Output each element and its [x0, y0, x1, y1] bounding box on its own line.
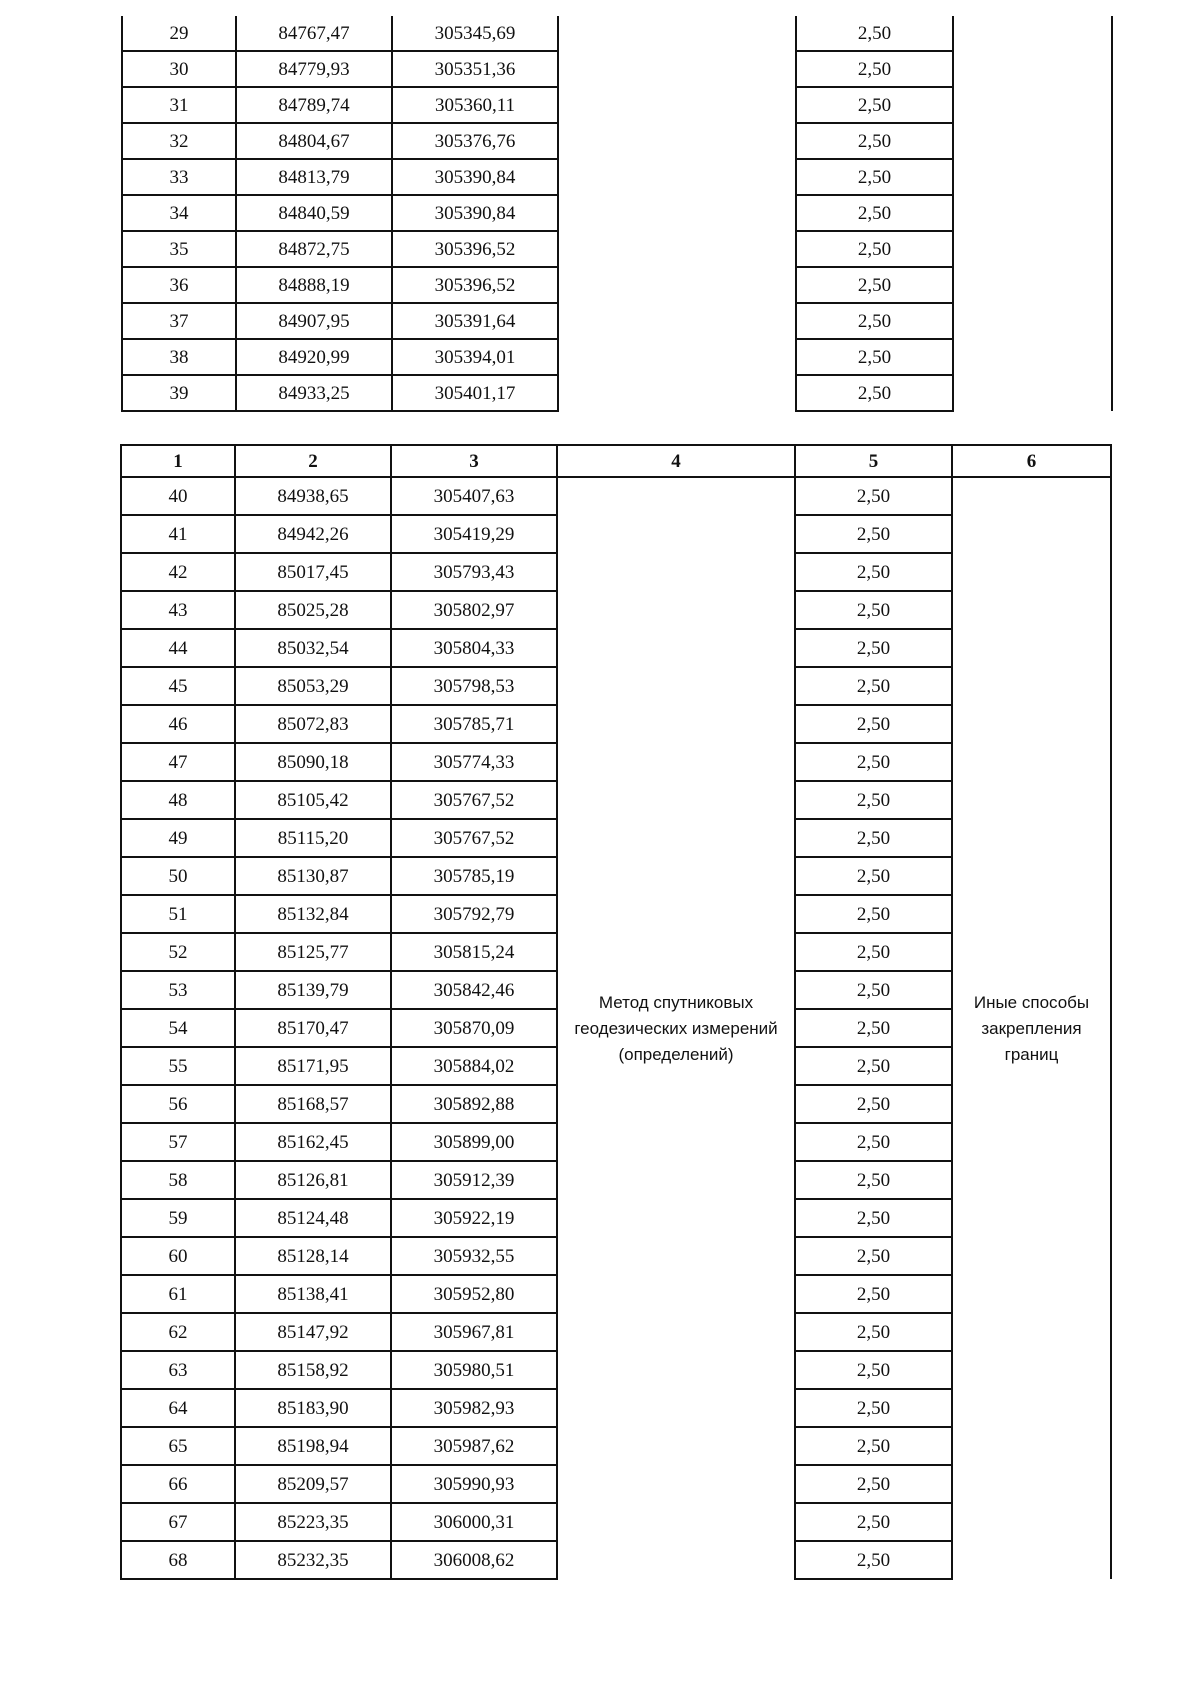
point-number-cell: 44 — [121, 629, 235, 667]
x-coordinate-cell: 85125,77 — [235, 933, 391, 971]
x-coordinate-cell: 84938,65 — [235, 477, 391, 515]
y-coordinate-cell: 305390,84 — [392, 159, 558, 195]
x-coordinate-cell: 85162,45 — [235, 1123, 391, 1161]
accuracy-cell: 2,50 — [795, 1275, 952, 1313]
x-coordinate-cell: 85132,84 — [235, 895, 391, 933]
accuracy-cell: 2,50 — [796, 159, 953, 195]
y-coordinate-cell: 305360,11 — [392, 87, 558, 123]
accuracy-cell: 2,50 — [796, 123, 953, 159]
point-number-cell: 58 — [121, 1161, 235, 1199]
accuracy-cell: 2,50 — [795, 629, 952, 667]
point-number-cell: 38 — [122, 339, 236, 375]
column-header: 4 — [557, 445, 795, 477]
accuracy-cell: 2,50 — [795, 1313, 952, 1351]
accuracy-cell: 2,50 — [796, 16, 953, 51]
y-coordinate-cell: 305785,71 — [391, 705, 557, 743]
y-coordinate-cell: 305967,81 — [391, 1313, 557, 1351]
y-coordinate-cell: 305401,17 — [392, 375, 558, 411]
method-cell — [558, 375, 796, 411]
point-number-cell: 48 — [121, 781, 235, 819]
table-body — [122, 16, 1112, 411]
y-coordinate-cell: 305396,52 — [392, 231, 558, 267]
point-number-cell: 36 — [122, 267, 236, 303]
y-coordinate-cell: 305419,29 — [391, 515, 557, 553]
x-coordinate-cell: 85130,87 — [235, 857, 391, 895]
y-coordinate-cell: 305793,43 — [391, 553, 557, 591]
x-coordinate-cell: 85168,57 — [235, 1085, 391, 1123]
column-number-header-row — [121, 445, 1111, 477]
point-number-cell: 59 — [121, 1199, 235, 1237]
accuracy-cell: 2,50 — [795, 1047, 952, 1085]
table-row — [122, 51, 1112, 87]
x-coordinate-cell: 84872,75 — [236, 231, 392, 267]
y-coordinate-cell: 305884,02 — [391, 1047, 557, 1085]
y-coordinate-cell: 305767,52 — [391, 819, 557, 857]
x-coordinate-cell: 84840,59 — [236, 195, 392, 231]
point-number-cell: 60 — [121, 1237, 235, 1275]
point-number-cell: 33 — [122, 159, 236, 195]
fixing-cell — [953, 195, 1112, 231]
point-number-cell: 32 — [122, 123, 236, 159]
point-number-cell: 63 — [121, 1351, 235, 1389]
y-coordinate-cell: 305990,93 — [391, 1465, 557, 1503]
x-coordinate-cell: 84789,74 — [236, 87, 392, 123]
x-coordinate-cell: 84933,25 — [236, 375, 392, 411]
fixing-cell — [953, 375, 1112, 411]
accuracy-cell: 2,50 — [795, 781, 952, 819]
method-cell — [558, 123, 796, 159]
x-coordinate-cell: 84942,26 — [235, 515, 391, 553]
x-coordinate-cell: 85126,81 — [235, 1161, 391, 1199]
x-coordinate-cell: 85209,57 — [235, 1465, 391, 1503]
column-header: 2 — [235, 445, 391, 477]
point-number-cell: 56 — [121, 1085, 235, 1123]
accuracy-cell: 2,50 — [795, 819, 952, 857]
fixing-cell — [953, 51, 1112, 87]
x-coordinate-cell: 85170,47 — [235, 1009, 391, 1047]
point-number-cell: 31 — [122, 87, 236, 123]
accuracy-cell: 2,50 — [795, 895, 952, 933]
accuracy-cell: 2,50 — [795, 515, 952, 553]
x-coordinate-cell: 84804,67 — [236, 123, 392, 159]
table-row — [122, 16, 1112, 51]
y-coordinate-cell: 305798,53 — [391, 667, 557, 705]
accuracy-cell: 2,50 — [795, 1427, 952, 1465]
accuracy-cell: 2,50 — [796, 303, 953, 339]
y-coordinate-cell: 305376,76 — [392, 123, 558, 159]
point-number-cell: 65 — [121, 1427, 235, 1465]
table-row — [122, 375, 1112, 411]
table-row — [122, 267, 1112, 303]
y-coordinate-cell: 305982,93 — [391, 1389, 557, 1427]
point-number-cell: 57 — [121, 1123, 235, 1161]
point-number-cell: 53 — [121, 971, 235, 1009]
point-number-cell: 54 — [121, 1009, 235, 1047]
boundary-points-table — [120, 444, 1112, 1580]
point-number-cell: 29 — [122, 16, 236, 51]
y-coordinate-cell: 305802,97 — [391, 591, 557, 629]
point-number-cell: 30 — [122, 51, 236, 87]
fixing-cell — [953, 267, 1112, 303]
accuracy-cell: 2,50 — [795, 1199, 952, 1237]
method-cell — [558, 303, 796, 339]
x-coordinate-cell: 85017,45 — [235, 553, 391, 591]
x-coordinate-cell: 85124,48 — [235, 1199, 391, 1237]
point-number-cell: 51 — [121, 895, 235, 933]
x-coordinate-cell: 85025,28 — [235, 591, 391, 629]
y-coordinate-cell: 305892,88 — [391, 1085, 557, 1123]
accuracy-cell: 2,50 — [796, 231, 953, 267]
y-coordinate-cell: 305922,19 — [391, 1199, 557, 1237]
table-row — [122, 303, 1112, 339]
y-coordinate-cell: 305912,39 — [391, 1161, 557, 1199]
accuracy-cell: 2,50 — [795, 1085, 952, 1123]
x-coordinate-cell: 85128,14 — [235, 1237, 391, 1275]
y-coordinate-cell: 305390,84 — [392, 195, 558, 231]
table-row — [122, 159, 1112, 195]
point-number-cell: 34 — [122, 195, 236, 231]
x-coordinate-cell: 85090,18 — [235, 743, 391, 781]
accuracy-cell: 2,50 — [795, 1465, 952, 1503]
fixing-cell — [952, 477, 1111, 1579]
point-number-cell: 40 — [121, 477, 235, 515]
x-coordinate-cell: 85198,94 — [235, 1427, 391, 1465]
x-coordinate-cell: 85138,41 — [235, 1275, 391, 1313]
y-coordinate-cell: 306000,31 — [391, 1503, 557, 1541]
fixing-cell — [953, 231, 1112, 267]
y-coordinate-cell: 305932,55 — [391, 1237, 557, 1275]
method-cell — [558, 51, 796, 87]
accuracy-cell: 2,50 — [795, 1237, 952, 1275]
method-cell — [558, 231, 796, 267]
point-number-cell: 41 — [121, 515, 235, 553]
y-coordinate-cell: 305952,80 — [391, 1275, 557, 1313]
accuracy-cell: 2,50 — [795, 743, 952, 781]
table-row — [121, 477, 1111, 515]
fixing-cell — [953, 159, 1112, 195]
accuracy-cell: 2,50 — [796, 339, 953, 375]
accuracy-cell: 2,50 — [796, 87, 953, 123]
y-coordinate-cell: 305774,33 — [391, 743, 557, 781]
x-coordinate-cell: 84779,93 — [236, 51, 392, 87]
y-coordinate-cell: 305391,64 — [392, 303, 558, 339]
accuracy-cell: 2,50 — [795, 971, 952, 1009]
x-coordinate-cell: 84920,99 — [236, 339, 392, 375]
x-coordinate-cell: 85139,79 — [235, 971, 391, 1009]
point-number-cell: 39 — [122, 375, 236, 411]
table-row — [122, 123, 1112, 159]
accuracy-cell: 2,50 — [795, 591, 952, 629]
accuracy-cell: 2,50 — [795, 553, 952, 591]
y-coordinate-cell: 306008,62 — [391, 1541, 557, 1579]
column-header: 5 — [795, 445, 952, 477]
method-cell — [557, 477, 795, 1579]
point-number-cell: 61 — [121, 1275, 235, 1313]
y-coordinate-cell: 305980,51 — [391, 1351, 557, 1389]
point-number-cell: 46 — [121, 705, 235, 743]
x-coordinate-cell: 85223,35 — [235, 1503, 391, 1541]
x-coordinate-cell: 85053,29 — [235, 667, 391, 705]
column-header: 1 — [121, 445, 235, 477]
method-cell — [558, 339, 796, 375]
fixing-cell — [953, 16, 1112, 51]
fixing-method-text: Иные способы закрепления границ — [973, 992, 1090, 1064]
table-row — [122, 87, 1112, 123]
y-coordinate-cell: 305767,52 — [391, 781, 557, 819]
point-number-cell: 42 — [121, 553, 235, 591]
x-coordinate-cell: 85147,92 — [235, 1313, 391, 1351]
point-number-cell: 43 — [121, 591, 235, 629]
y-coordinate-cell: 305987,62 — [391, 1427, 557, 1465]
table-row — [122, 195, 1112, 231]
accuracy-cell: 2,50 — [795, 1123, 952, 1161]
point-number-cell: 35 — [122, 231, 236, 267]
accuracy-cell: 2,50 — [795, 1541, 952, 1579]
point-number-cell: 68 — [121, 1541, 235, 1579]
boundary-points-table-continuation — [121, 16, 1113, 412]
point-number-cell: 55 — [121, 1047, 235, 1085]
method-cell — [558, 195, 796, 231]
x-coordinate-cell: 85105,42 — [235, 781, 391, 819]
y-coordinate-cell: 305899,00 — [391, 1123, 557, 1161]
accuracy-cell: 2,50 — [795, 1389, 952, 1427]
point-number-cell: 47 — [121, 743, 235, 781]
x-coordinate-cell: 85232,35 — [235, 1541, 391, 1579]
method-cell — [558, 267, 796, 303]
x-coordinate-cell: 84813,79 — [236, 159, 392, 195]
fixing-cell — [953, 123, 1112, 159]
method-cell — [558, 16, 796, 51]
accuracy-cell: 2,50 — [795, 667, 952, 705]
y-coordinate-cell: 305394,01 — [392, 339, 558, 375]
accuracy-cell: 2,50 — [796, 195, 953, 231]
point-number-cell: 50 — [121, 857, 235, 895]
x-coordinate-cell: 85183,90 — [235, 1389, 391, 1427]
point-number-cell: 62 — [121, 1313, 235, 1351]
point-number-cell: 52 — [121, 933, 235, 971]
column-header: 6 — [952, 445, 1111, 477]
y-coordinate-cell: 305351,36 — [392, 51, 558, 87]
accuracy-cell: 2,50 — [795, 1503, 952, 1541]
accuracy-cell: 2,50 — [796, 267, 953, 303]
x-coordinate-cell: 85032,54 — [235, 629, 391, 667]
accuracy-cell: 2,50 — [795, 1161, 952, 1199]
point-number-cell: 37 — [122, 303, 236, 339]
fixing-cell — [953, 87, 1112, 123]
point-number-cell: 64 — [121, 1389, 235, 1427]
accuracy-cell: 2,50 — [795, 477, 952, 515]
table-row — [122, 231, 1112, 267]
accuracy-cell: 2,50 — [795, 1351, 952, 1389]
column-header: 3 — [391, 445, 557, 477]
accuracy-cell: 2,50 — [796, 375, 953, 411]
accuracy-cell: 2,50 — [796, 51, 953, 87]
x-coordinate-cell: 85115,20 — [235, 819, 391, 857]
point-number-cell: 45 — [121, 667, 235, 705]
x-coordinate-cell: 84767,47 — [236, 16, 392, 51]
fixing-cell — [953, 303, 1112, 339]
x-coordinate-cell: 85072,83 — [235, 705, 391, 743]
y-coordinate-cell: 305792,79 — [391, 895, 557, 933]
table-body — [121, 477, 1111, 1579]
accuracy-cell: 2,50 — [795, 1009, 952, 1047]
accuracy-cell: 2,50 — [795, 705, 952, 743]
table-row — [122, 339, 1112, 375]
x-coordinate-cell: 85158,92 — [235, 1351, 391, 1389]
fixing-cell — [953, 339, 1112, 375]
accuracy-cell: 2,50 — [795, 857, 952, 895]
x-coordinate-cell: 85171,95 — [235, 1047, 391, 1085]
y-coordinate-cell: 305785,19 — [391, 857, 557, 895]
method-text: Метод спутниковых геодезических измерений (определений) — [574, 992, 778, 1064]
accuracy-cell: 2,50 — [795, 933, 952, 971]
point-number-cell: 67 — [121, 1503, 235, 1541]
y-coordinate-cell: 305842,46 — [391, 971, 557, 1009]
x-coordinate-cell: 84907,95 — [236, 303, 392, 339]
y-coordinate-cell: 305407,63 — [391, 477, 557, 515]
y-coordinate-cell: 305815,24 — [391, 933, 557, 971]
method-cell — [558, 159, 796, 195]
y-coordinate-cell: 305345,69 — [392, 16, 558, 51]
x-coordinate-cell: 84888,19 — [236, 267, 392, 303]
point-number-cell: 49 — [121, 819, 235, 857]
y-coordinate-cell: 305870,09 — [391, 1009, 557, 1047]
point-number-cell: 66 — [121, 1465, 235, 1503]
y-coordinate-cell: 305396,52 — [392, 267, 558, 303]
y-coordinate-cell: 305804,33 — [391, 629, 557, 667]
method-cell — [558, 87, 796, 123]
